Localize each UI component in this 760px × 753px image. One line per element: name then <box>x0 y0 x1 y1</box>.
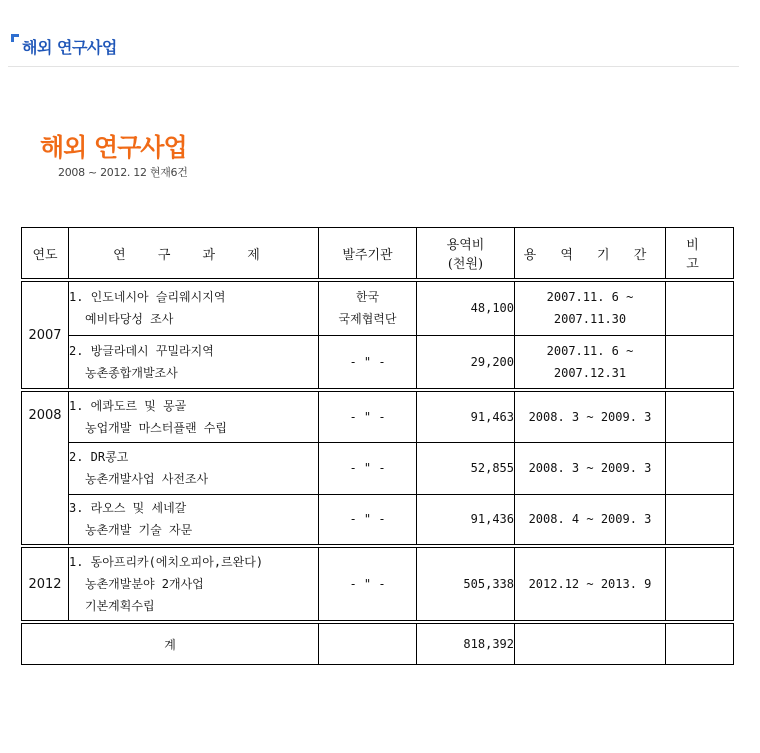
remark-cell <box>666 546 734 622</box>
year-cell: 2008 <box>22 390 69 546</box>
col-header-cost <box>417 228 515 281</box>
table-row <box>22 442 734 494</box>
remark-cell <box>666 442 734 494</box>
col-header-period: 용 역 기 간 <box>515 228 666 281</box>
task-line: 농촌개발분야 2개사업 <box>85 577 204 591</box>
task-cell <box>69 280 319 335</box>
task-cell <box>69 494 319 546</box>
period-line: 2007.11. 6 ~ <box>546 343 634 358</box>
remark-cell <box>666 494 734 546</box>
cost-cell: 48,100 <box>417 280 515 335</box>
corner-marker-icon <box>11 34 19 42</box>
total-empty-cell <box>666 622 734 665</box>
period-cell <box>515 335 666 390</box>
col-header-cost-line2: (천원) <box>447 257 484 272</box>
remark-cell <box>666 335 734 390</box>
total-row <box>22 622 734 665</box>
period-line: 2007.11.30 <box>553 312 627 327</box>
cost-cell: 29,200 <box>417 335 515 390</box>
col-header-task: 연 구 과 제 <box>69 228 319 281</box>
total-empty-cell <box>319 622 417 665</box>
client-cell: - " - <box>319 335 417 390</box>
total-empty-cell <box>515 622 666 665</box>
header-title: 해외 연구사업 <box>22 38 117 57</box>
task-cell <box>69 335 319 390</box>
task-line: 농업개발 마스터플랜 수립 <box>85 420 227 435</box>
col-header-cost-line1: 용역비 <box>446 238 485 253</box>
cost-cell: 52,855 <box>417 442 515 494</box>
page-subtitle: 2008 ~ 2012. 12 현재6건 <box>58 166 188 179</box>
col-header-client: 발주기관 <box>319 228 417 281</box>
remark-cell <box>666 390 734 442</box>
client-cell: - " - <box>319 494 417 546</box>
task-line: 농촌종합개발조사 <box>85 365 178 380</box>
period-cell: 2008. 4 ~ 2009. 3 <box>515 494 666 546</box>
research-table <box>21 227 734 665</box>
period-cell: 2008. 3 ~ 2009. 3 <box>515 442 666 494</box>
client-cell <box>319 280 417 335</box>
table-row <box>22 390 734 442</box>
period-cell: 2012.12 ~ 2013. 9 <box>515 546 666 622</box>
page-title: 해외 연구사업 <box>40 133 187 162</box>
year-cell: 2012 <box>22 546 69 622</box>
year-cell: 2007 <box>22 280 69 390</box>
cost-cell: 505,338 <box>417 546 515 622</box>
table-row <box>22 494 734 546</box>
col-header-year: 연도 <box>22 228 69 281</box>
task-cell <box>69 390 319 442</box>
client-line: 한국 <box>355 290 380 305</box>
task-line: 기본계획수립 <box>85 599 155 613</box>
period-line: 2007.12.31 <box>553 365 627 380</box>
remark-cell <box>666 280 734 335</box>
page-header <box>8 30 739 67</box>
table-row <box>22 280 734 335</box>
period-line: 2007.11. 6 ~ <box>546 290 634 305</box>
task-line: 농촌개발사업 사전조사 <box>85 472 209 486</box>
total-label: 계 <box>22 622 319 665</box>
task-line: 농촌개발 기술 자문 <box>85 523 193 538</box>
table-row <box>22 335 734 390</box>
client-cell: - " - <box>319 442 417 494</box>
task-cell <box>69 546 319 622</box>
cost-cell: 91,463 <box>417 390 515 442</box>
task-line: 1. 동아프리카(에치오피아,르완다) <box>69 555 264 569</box>
task-line: 2. 방글라데시 꾸밀라지역 <box>69 343 214 358</box>
task-line: 1. 인도네시아 슬리웨시지역 <box>69 290 226 305</box>
client-line: 국제협력단 <box>338 312 397 327</box>
task-line: 예비타당성 조사 <box>85 312 174 327</box>
client-cell: - " - <box>319 546 417 622</box>
table-header-row <box>22 228 734 281</box>
col-header-remark: 비 고 <box>666 228 734 281</box>
period-cell: 2008. 3 ~ 2009. 3 <box>515 390 666 442</box>
client-cell: - " - <box>319 390 417 442</box>
task-cell <box>69 442 319 494</box>
period-cell <box>515 280 666 335</box>
task-line: 2. DR콩고 <box>69 450 129 464</box>
total-amount: 818,392 <box>417 622 515 665</box>
task-line: 1. 에콰도르 및 몽골 <box>69 398 187 413</box>
task-line: 3. 라오스 및 세네갈 <box>69 501 187 516</box>
table-row <box>22 546 734 622</box>
cost-cell: 91,436 <box>417 494 515 546</box>
